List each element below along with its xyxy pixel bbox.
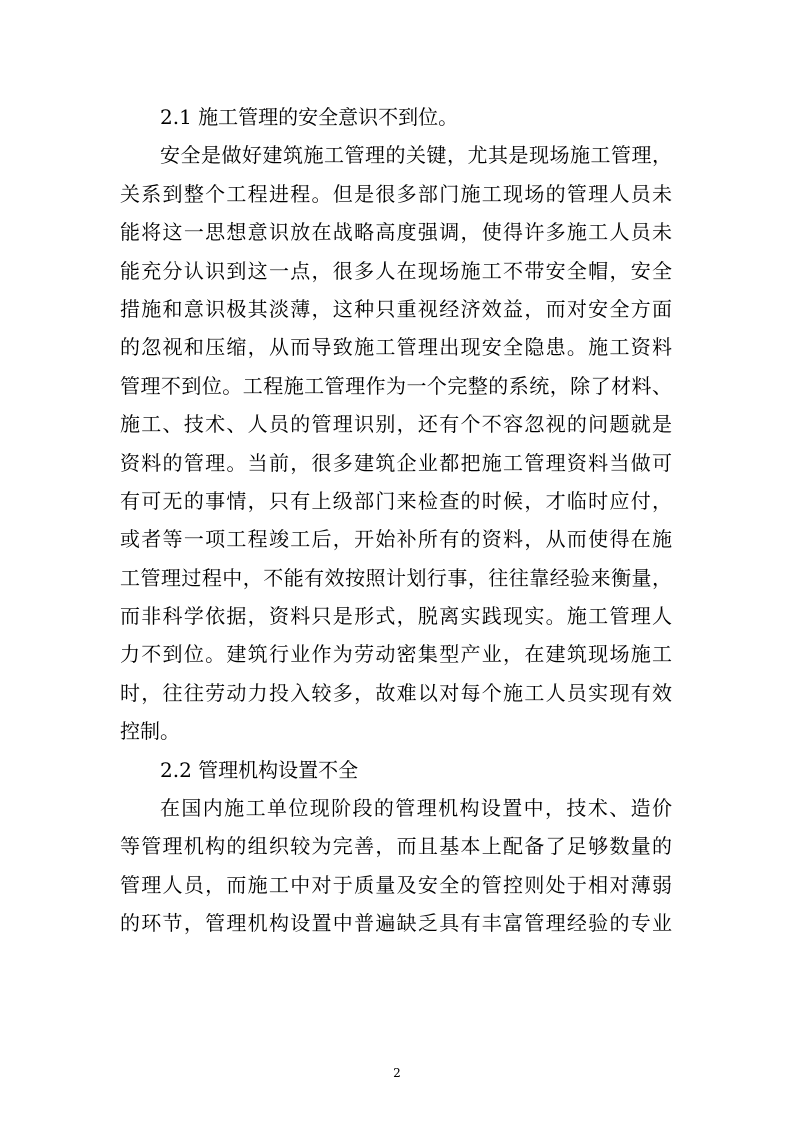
paragraph-line: 或者等一项工程竣工后，开始补所有的资料，从而使得在施 [120, 527, 672, 552]
paragraph-line: 控制。 [120, 719, 180, 744]
paragraph-line: 管理人员，而施工中对于质量及安全的管控则处于相对薄弱 [120, 872, 672, 897]
paragraph-line: 而非科学依据，资料只是形式，脱离实践现实。施工管理人 [120, 604, 672, 629]
paragraph-line: 能将这一思想意识放在战略高度强调，使得许多施工人员未 [120, 220, 672, 245]
paragraph-line: 时，往往劳动力投入较多，故难以对每个施工人员实现有效 [120, 680, 672, 705]
paragraph-line: 能充分认识到这一点，很多人在现场施工不带安全帽，安全 [120, 258, 672, 283]
paragraph-line: 管理不到位。工程施工管理作为一个完整的系统，除了材料、 [120, 373, 672, 398]
page-body [120, 98, 672, 943]
paragraph-line: 有可无的事情，只有上级部门来检查的时候，才临时应付， [120, 488, 672, 513]
paragraph-line: 工管理过程中，不能有效按照计划行事，往往靠经验来衡量， [120, 565, 672, 590]
paragraph-line: 等管理机构的组织较为完善，而且基本上配备了足够数量的 [120, 834, 672, 859]
paragraph-line: 关系到整个工程进程。但是很多部门施工现场的管理人员未 [120, 181, 672, 206]
section-heading-2-2: 2.2 管理机构设置不全 [160, 757, 359, 782]
paragraph-line: 的环节，管理机构设置中普遍缺乏具有丰富管理经验的专业 [120, 911, 672, 936]
paragraph-line: 的忽视和压缩，从而导致施工管理出现安全隐患。施工资料 [120, 335, 672, 360]
section-heading-2-1: 2.1 施工管理的安全意识不到位。 [160, 105, 459, 129]
page-number: 2 [393, 1066, 401, 1080]
paragraph-line: 措施和意识极其淡薄，这种只重视经济效益，而对安全方面 [120, 296, 672, 321]
paragraph-line: 资料的管理。当前，很多建筑企业都把施工管理资料当做可 [120, 450, 672, 475]
paragraph-line: 在国内施工单位现阶段的管理机构设置中，技术、造价 [160, 796, 672, 821]
paragraph-line: 安全是做好建筑施工管理的关键，尤其是现场施工管理， [160, 143, 672, 168]
paragraph-line: 力不到位。建筑行业作为劳动密集型产业，在建筑现场施工 [120, 642, 672, 667]
paragraph-line: 施工、技术、人员的管理识别，还有个不容忽视的问题就是 [120, 412, 672, 437]
